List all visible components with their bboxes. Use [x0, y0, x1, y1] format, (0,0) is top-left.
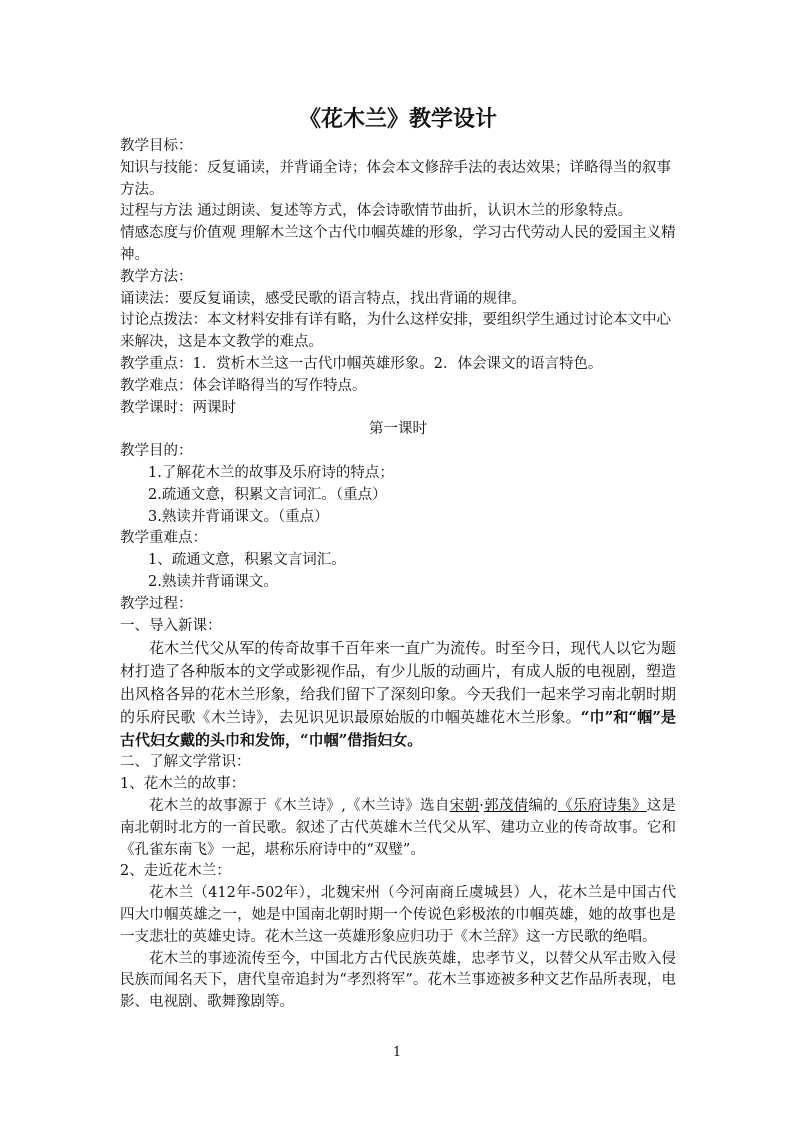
- difficulty: 教学难点：体会详略得当的写作特点。: [120, 377, 367, 394]
- intro-text: 花木兰代父从军的传奇故事千百年来一直广为流传。时至今日，现代人以它为题材打造了各种版本的文学或影视作品，有少儿版的动画片，有成人版的电视剧，塑造出风格各异的花木兰形象，给我们留下了深刻印象。今天我们一起来学习南北朝时期的乐府民歌《木兰诗》，去见识见识最原始版的巾帼英雄花木兰形象。: [120, 639, 676, 727]
- key-points: 教学重点：1．赏析木兰这一古代巾帼英雄形象。2．体会课文的语言特色。: [120, 355, 603, 372]
- intro-bold-note: “巾”和“帼”是古代妇女戴的头巾和发饰，“巾帼”借指妇女。: [120, 708, 676, 750]
- document-body: [120, 104, 676, 1014]
- story-heading: 1、花木兰的故事：: [120, 776, 246, 793]
- intro-heading: 一、导入新课：: [120, 617, 222, 634]
- approach-paragraph-2: 花木兰的事迹流传至今，中国北方古代民族英雄，忠孝节义，以替父从军击败入侵民族而闻名天下，唐代皇帝追封为“孝烈将军”。花木兰事迹被多种文艺作品所表现，电影、电视剧、歌舞豫剧等。: [120, 950, 676, 1011]
- literature-heading: 二、了解文学常识：: [120, 754, 251, 771]
- lesson1-heading: 第一课时: [369, 421, 427, 438]
- method-discuss: 讨论点拨法：本文材料安排有详有略，为什么这样安排，要组织学生通过讨论本文中心来解决，这是本文教学的难点。: [120, 312, 671, 351]
- methods-heading: 教学方法：: [120, 268, 193, 285]
- lesson1-goals-heading: 教学目的：: [120, 443, 193, 460]
- lesson1-key-heading: 教学重难点：: [120, 530, 207, 547]
- process-heading: 教学过程：: [120, 595, 193, 612]
- link-song-dynasty[interactable]: 宋朝: [449, 797, 480, 814]
- approach-paragraph-1: 花木兰（412年-502年），北魏宋州（今河南商丘虞城县）人，花木兰是中国古代四大巾帼英雄之一，她是中国南北朝时期一个传说色彩极浓的巾帼英雄，她的故事也是一支悲壮的英雄史诗。花木兰这一英雄形象应归功于《木兰辞》这一方民歌的绝唱。: [120, 885, 676, 945]
- lesson1-goal-item: 3.熟读并背诵课文。（重点）: [148, 508, 329, 525]
- story-paragraph: [120, 796, 676, 861]
- story-text-c: 这是南北朝时北方的一首民歌。叙述了古代英雄木兰代父从军、建功立业的传奇故事。它和《孔雀东南飞》一起，堪称乐府诗中的“双璧”。: [120, 797, 677, 858]
- story-text-a: 花木兰的故事源于《木兰诗》,《木兰诗》选自: [149, 797, 450, 814]
- class-hours: 教学课时：两课时: [120, 399, 236, 416]
- approach-heading: 2、走近花木兰：: [120, 863, 231, 880]
- document-title: 《花木兰》教学设计: [298, 106, 497, 132]
- goal-emotion: 情感态度与价值观 理解木兰这个古代巾帼英雄的形象，学习古代劳动人民的爱国主义精神。: [120, 225, 676, 263]
- goals-heading: 教学目标：: [120, 138, 193, 154]
- goal-knowledge: 知识与技能：反复诵读，并背诵全诗；体会本文修辞手法的表达效果；详略得当的叙事方法。: [120, 159, 671, 198]
- link-yuefu-collection[interactable]: 《乐府诗集》: [558, 797, 647, 814]
- story-dot: ·: [479, 797, 484, 814]
- link-guo-maoqian[interactable]: 郭茂倩: [483, 797, 529, 814]
- lesson1-key-item: 2.熟读并背诵课文。: [148, 573, 278, 590]
- page-number: 1: [392, 1045, 402, 1060]
- lesson1-goal-item: 2.疏通文意，积累文言词汇。（重点）: [148, 486, 387, 503]
- goal-process: 过程与方法 通过朗读、复述等方式，体会诗歌情节曲折，认识木兰的形象特点。: [120, 203, 633, 220]
- lesson1-goal-item: 1.了解花木兰的故事及乐府诗的特点；: [148, 464, 394, 481]
- intro-paragraph: [120, 637, 676, 752]
- lesson1-key-item: 1、疏通文意，积累文言词汇。: [148, 552, 346, 569]
- method-read: 诵读法：要反复诵读，感受民歌的语言特点，找出背诵的规律。: [120, 290, 526, 307]
- story-text-b: 编的: [528, 797, 559, 814]
